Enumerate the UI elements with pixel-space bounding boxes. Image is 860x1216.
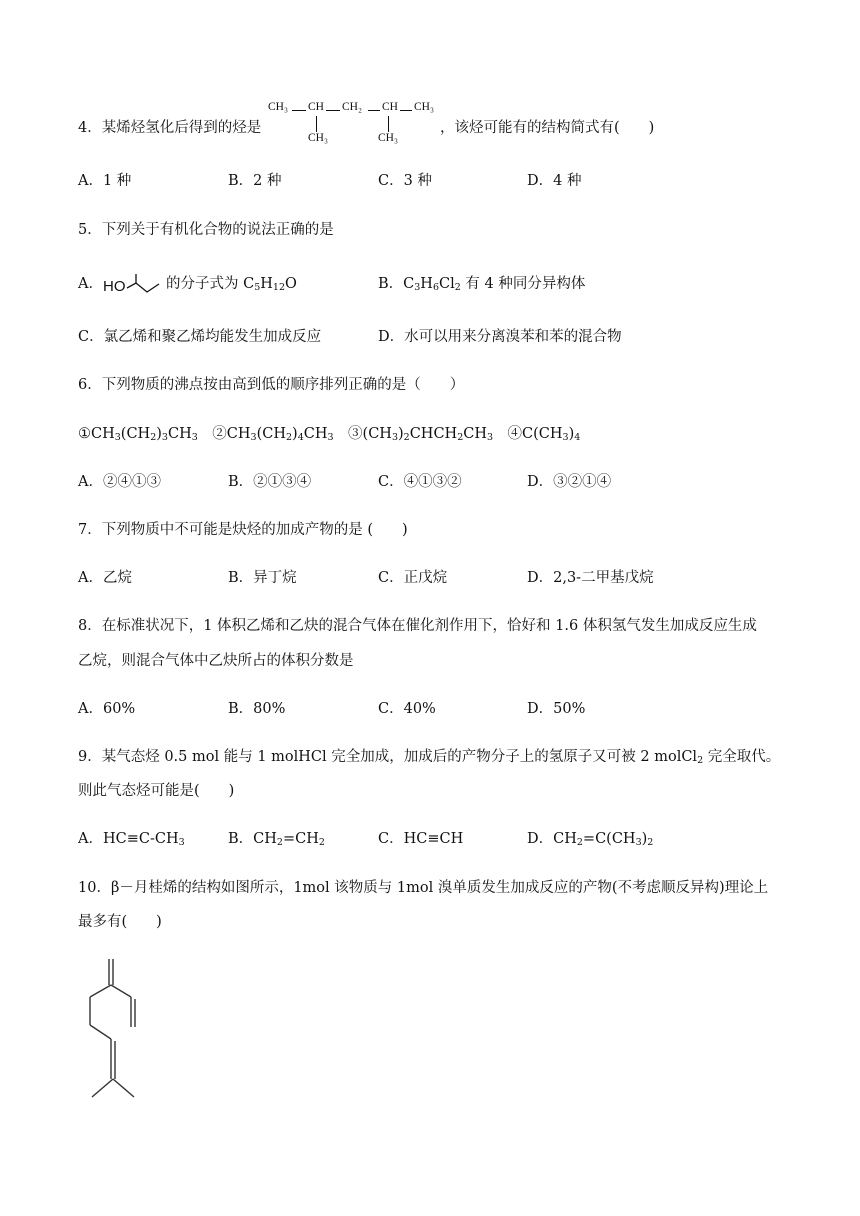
q8-option-a: A．60% [78,701,136,717]
q9-stem-line2: 则此气态烃可能是( ) [78,783,235,799]
struct-c1: CH₃ [268,101,288,113]
q10-stem-line2: 最多有( ) [78,914,162,930]
q9-option-c: C．HC≡CH [378,831,464,847]
q4-structure-formula [268,101,438,149]
q5-option-c: C．氯乙烯和聚乙烯均能发生加成反应 [78,329,322,345]
struct-c5: CH₃ [414,101,434,113]
q5-stem: 5．下列关于有机化合物的说法正确的是 [78,222,334,238]
q7-option-d: D．2,3-二甲基戊烷 [527,570,654,586]
q6-stem: 6．下列物质的沸点按由高到低的顺序排列正确的是（ ） [78,377,465,393]
struct-branch-2: CH₃ [378,132,398,144]
q6-option-b: B．②①③④ [228,474,312,490]
q8-stem-line2: 乙烷，则混合气体中乙炔所占的体积分数是 [78,653,354,669]
struct-c2: CH [308,101,324,113]
q5-option-a-skeletal-formula [103,274,167,298]
q4-option-c: C．3 种 [378,173,432,189]
q8-option-d: D．50% [527,701,586,717]
q5-option-a-text: 的分子式为 $C_5H_{12}O$ [166,276,297,293]
q9-option-a: A．$HC\equiv C-CH_3$ [78,831,185,848]
q8-stem-line1: 8．在标准状况下，1 体积乙烯和乙炔的混合气体在催化剂作用下，恰好和 1.6 体积氢气发生加成反应生成 [78,618,757,634]
struct-branch-1: CH₃ [308,132,328,144]
q4-stem: 4．某烯烃氢化后得到的烃是 [78,120,262,136]
q6-option-a: A．②④①③ [78,474,161,490]
q7-option-a: A．乙烷 [78,570,132,586]
q5-option-a-prefix: A． [78,276,103,292]
q9-stem-line1: 9．某气态烃 0.5 mol 能与 1 molHCl 完全加成，加成后的产物分子上的氢原子又可被 2 molCl$_2$ 完全取代。 [78,749,781,766]
struct-c4: CH [382,101,398,113]
q7-option-b: B．异丁烷 [228,570,297,586]
q5-option-b: B．$C_3H_6Cl_2$ 有 4 种同分异构体 [378,276,586,293]
skeletal-bonds [103,274,167,298]
q6-option-c: C．④①③② [378,474,462,490]
q6-items: $①CH_3(CH_2)_3CH_3$ $②CH_3(CH_2)_4CH_3$ $③(CH_3)_2CHCH_2CH_3$ $④C(CH_3)_4$ [78,426,581,443]
q4-stem-after: ，该烃可能有的结构简式有( ) [440,120,655,136]
ho-label: HO [103,278,126,295]
myrcene-skeletal-structure [86,955,146,1105]
q7-stem: 7．下列物质中不可能是炔烃的加成产物的是 ( ) [78,522,408,538]
q6-option-d: D．③②①④ [527,474,612,490]
struct-c3: CH₂ [342,101,362,113]
q4-option-b: B．2 种 [228,173,282,189]
q5-option-d: D．水可以用来分离溴苯和苯的混合物 [378,329,622,345]
q4-option-a: A．1 种 [78,173,132,189]
q9-option-b: B．$CH_2=CH_2$ [228,831,325,848]
q4-option-d: D．4 种 [527,173,582,189]
q7-option-c: C．正戊烷 [378,570,448,586]
q10-stem-line1: 10．β－月桂烯的结构如图所示，1mol 该物质与 1mol 溴单质发生加成反应的产物(不考虑顺反异构)理论上 [78,880,769,896]
q9-option-d: D．$CH_2=C(CH_3)_2$ [527,831,654,848]
q8-option-b: B．80% [228,701,286,717]
q8-option-c: C．40% [378,701,436,717]
